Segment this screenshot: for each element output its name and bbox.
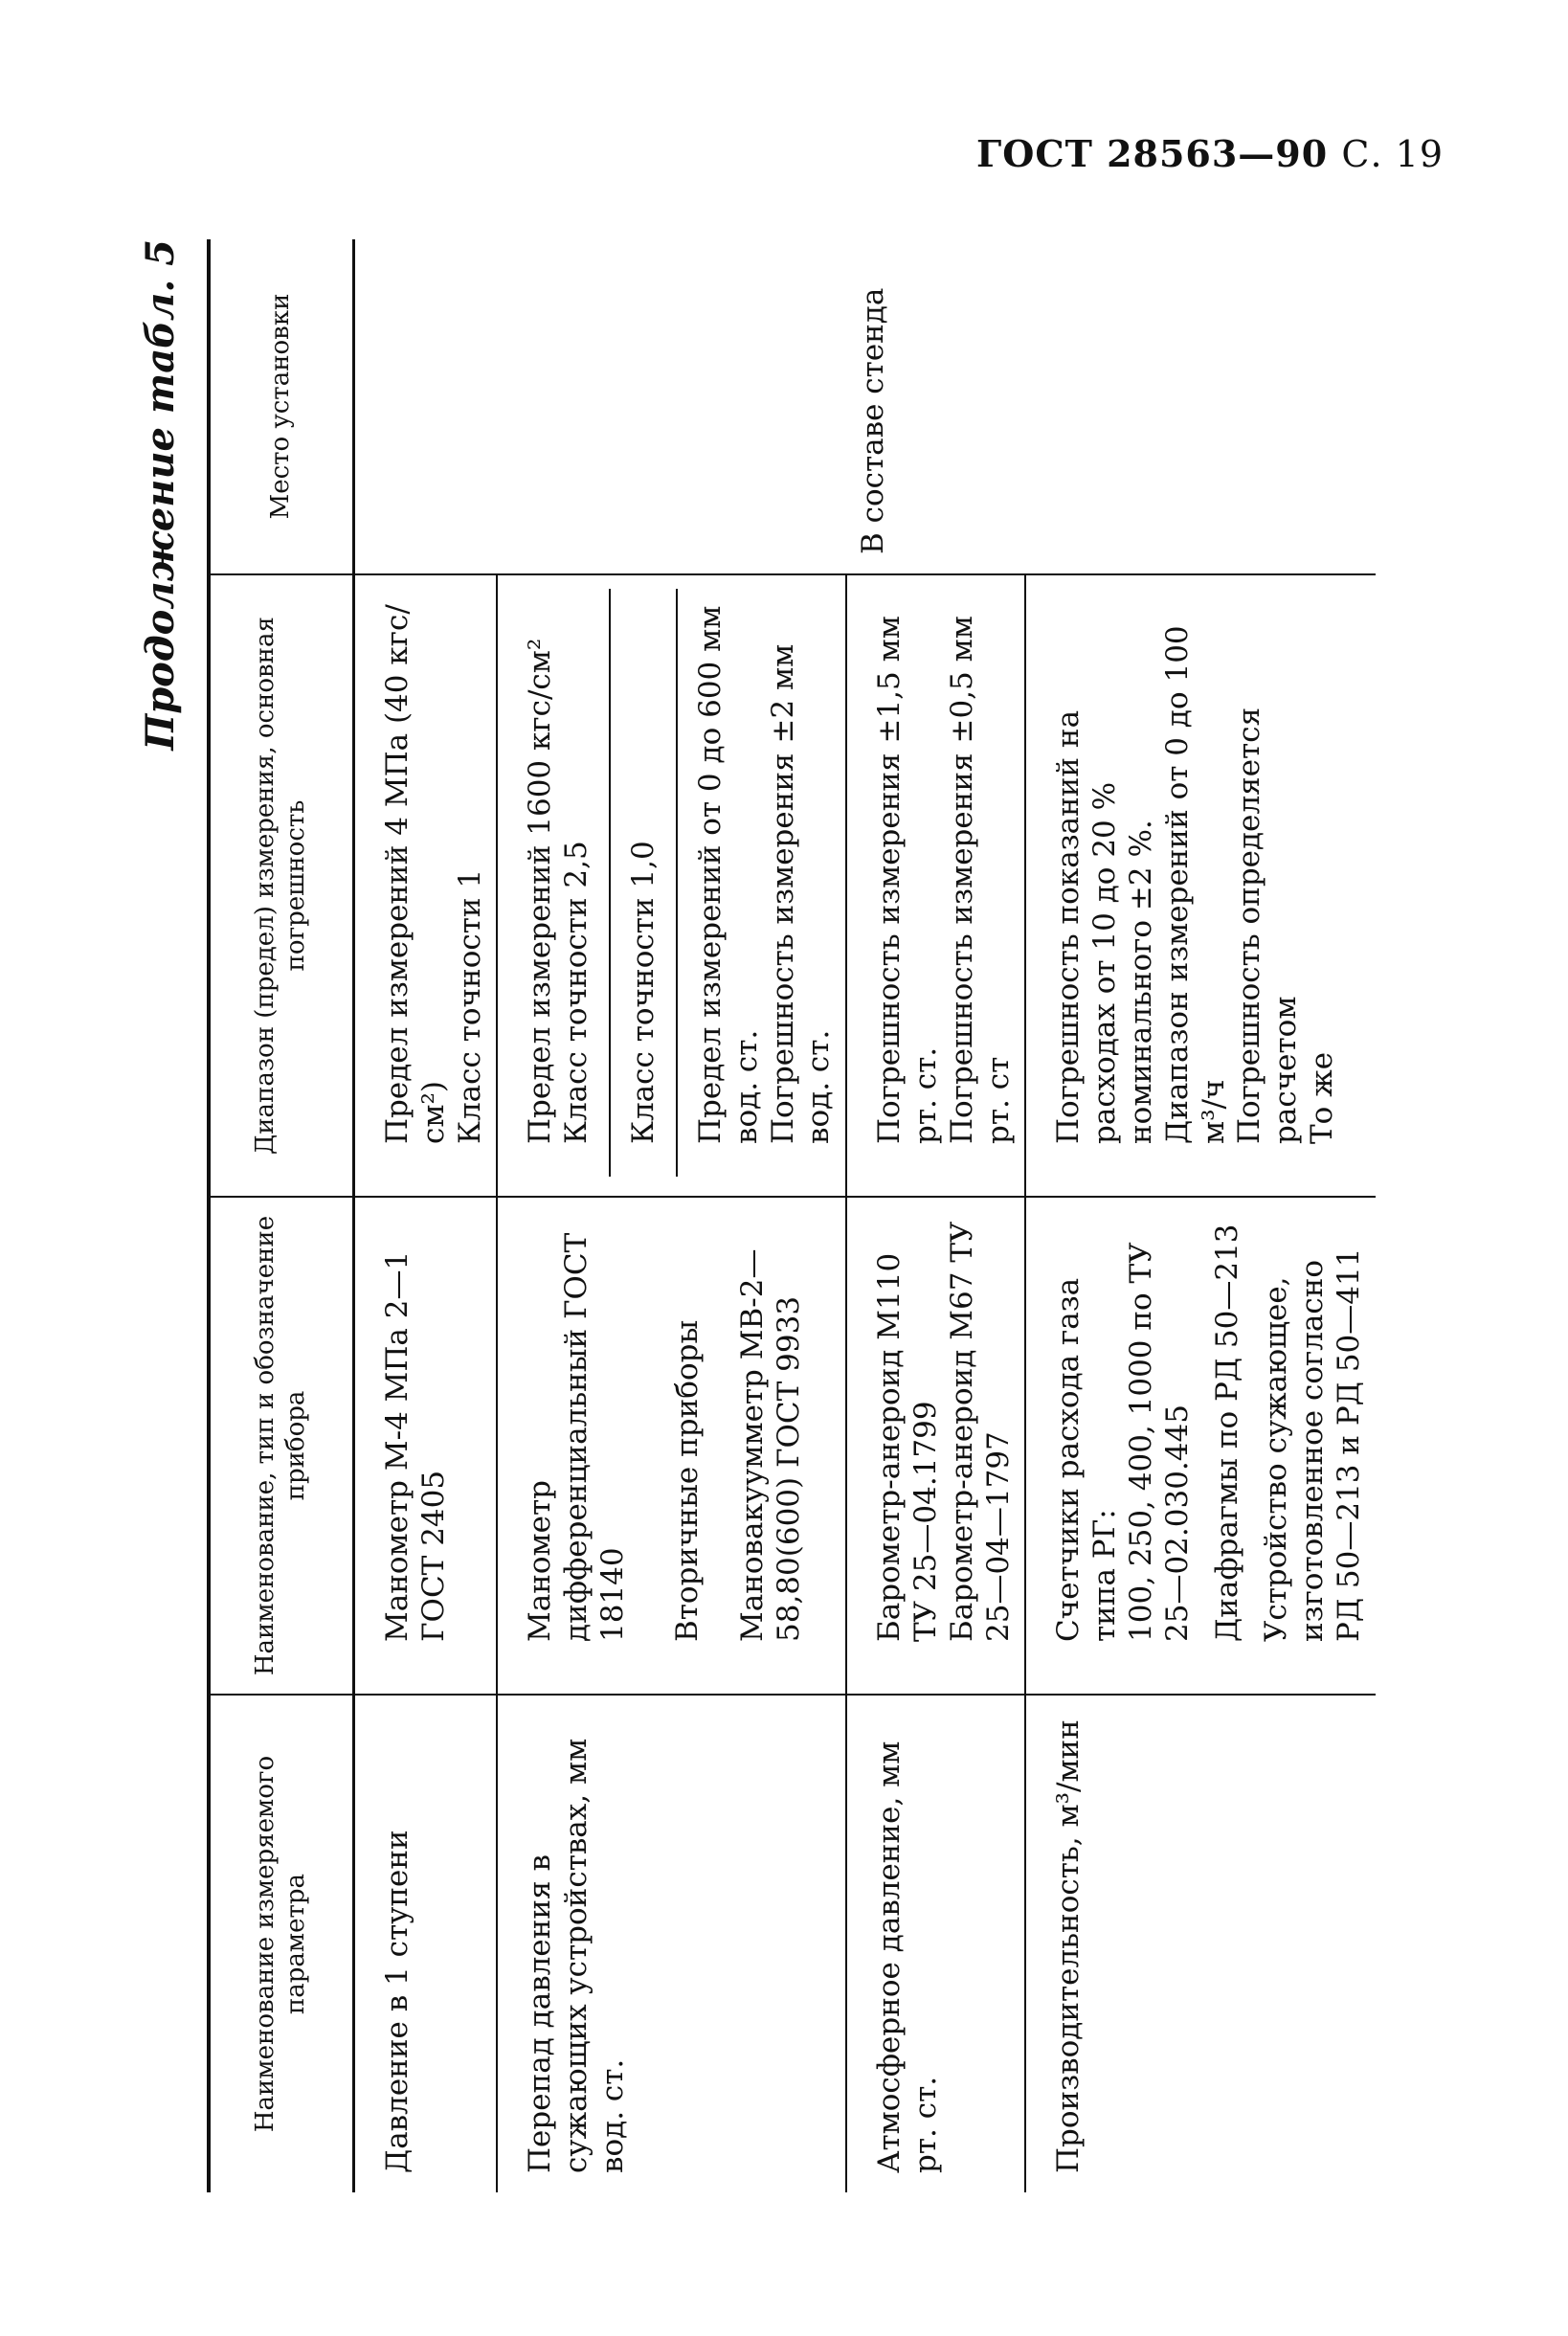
param-cell: Давление в 1 ступени (380, 1830, 414, 2173)
rotated-table-region (124, 239, 1445, 2192)
page-header (976, 132, 1444, 175)
column-header-device: Наименование, тип и обозначение прибора (209, 1197, 354, 1695)
page-number: С. 19 (1341, 133, 1444, 175)
range-cell: Предел измерений 1600 кгс/см² Класс точности 2,5 Класс точности 1,0 Предел измерений от 0 до 600 мм вод. ст. Погрешность измерения ±2 мм вод. ст. (497, 574, 846, 1197)
table-header-row (209, 239, 354, 2192)
table-caption: Продолжение табл. 5 (138, 239, 183, 751)
device-cell: Манометр М-4 МПа 2—1 ГОСТ 2405 (354, 1197, 498, 1695)
column-header-parameter: Наименование измеряемого параметра (251, 1755, 310, 2133)
table-row (354, 239, 498, 2192)
range-cell: Предел измерений 4 МПа (40 кгс/см²) Класс точности 1 (354, 574, 498, 1197)
param-cell: Атмосферное давление, мм рт. ст. (872, 1741, 943, 2173)
column-header-range: Диапазон (предел) измерения, основная погрешность (209, 574, 354, 1197)
place-cell: В составе стенда (354, 239, 1376, 574)
device-cell: Барометр-анероид М110 ТУ 25—04.1799 Барометр-анероид М67 ТУ 25—04—1797 (846, 1197, 1025, 1695)
param-cell: Производительность, м³/мин (1051, 1719, 1086, 2173)
range-cell: Погрешность показаний на расходах от 10 до 20 % номинального ±2 %. Диапазон измерений от 0 до 100 м³/ч Погрешность определяется расчетом То же (1025, 574, 1376, 1197)
column-header-place: Место установки (209, 239, 354, 574)
device-cell: Манометр дифференциальный ГОСТ 18140 Вторичные приборы Мановакуумметр МВ-2—58,80(600) ГОСТ 9933 (497, 1197, 846, 1695)
standard-number: ГОСТ 28563—90 (976, 132, 1329, 175)
range-cell: Погрешность измерения ±1,5 мм рт. ст. Погрешность измерения ±0,5 мм рт. ст (846, 574, 1025, 1197)
measurement-table (207, 239, 1376, 2192)
device-cell: Счетчики расхода газа типа РГ: 100, 250, 400, 1000 по ТУ 25—02.030.445 Диафрагмы по РД 50—213 Устройство сужающее, изготовленное согласно РД 50—213 и РД 50—411 (1025, 1197, 1376, 1695)
param-cell: Перепад давления в сужающих устройствах, мм вод. ст. (523, 1738, 631, 2173)
